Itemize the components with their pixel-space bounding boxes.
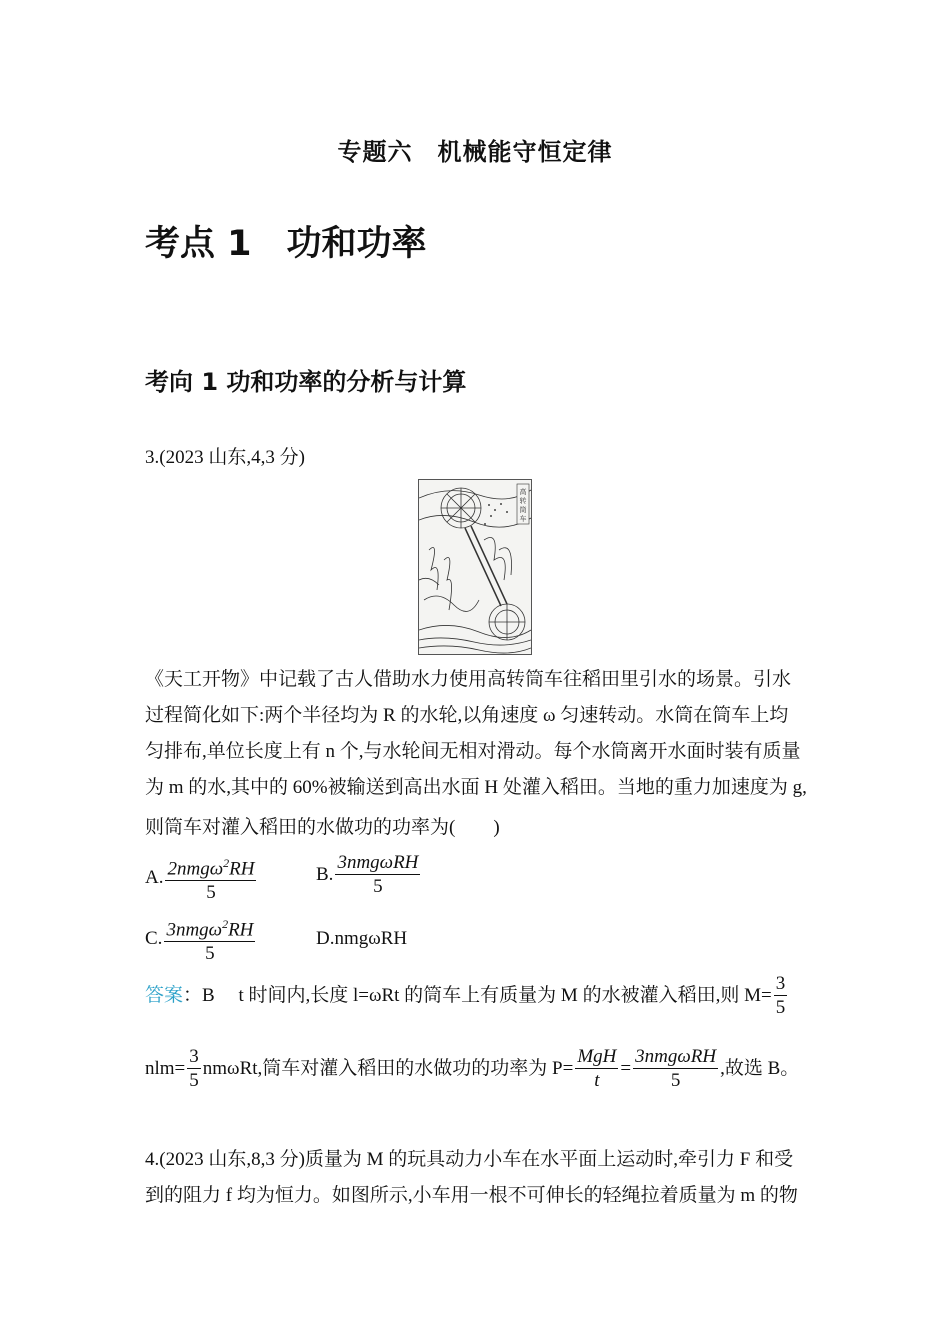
answer-fraction-1: $\frac{3}{5}$	[775, 973, 786, 1018]
option-c-fraction: $\frac{3nmg\omega^2RH}{5}$	[164, 913, 255, 966]
waterwheel-illustration	[418, 479, 532, 655]
question-3-source: 3.(2023 山东,4,3 分)	[145, 447, 305, 468]
waterwheel-drawing	[419, 480, 531, 654]
option-a	[145, 852, 258, 905]
figure-caption-char-2: 转	[519, 497, 527, 505]
question-3-line-5: 则筒车对灌入稻田的水做功的功率为( )	[145, 817, 500, 838]
figure-caption-char-4: 车	[519, 515, 527, 523]
answer-text-1: B t 时间内,长度 l=ωRt 的筒车上有质量为 M 的水被灌入稻田,则 M=	[202, 984, 772, 1006]
section-title: 考点 1 功和功率	[145, 224, 427, 264]
answer-line-1: 答案：B t 时间内,长度 l=ωRt 的筒车上有质量为 M 的水被灌入稻田,则 M= $\frac{3}{5}$	[145, 973, 786, 1018]
option-c-label: C.	[145, 928, 163, 950]
figure-caption-char-1: 高	[519, 488, 527, 496]
option-a-fraction: $\frac{2nmg\omega^2RH}{5}$	[165, 852, 256, 905]
question-4-line-1: 4.(2023 山东,8,3 分)质量为 M 的玩具动力小车在水平面上运动时,牵引力 F 和受	[145, 1149, 794, 1170]
option-c	[145, 913, 257, 966]
question-3-line-1: 《天工开物》中记载了古人借助水力使用高转筒车往稻田里引水的场景。引水	[145, 669, 792, 690]
question-3-line-4: 为 m 的水,其中的 60%被输送到高出水面 H 处灌入稻田。当地的重力加速度为 g,	[145, 777, 807, 798]
answer-label: 答案	[145, 984, 184, 1006]
option-b-label: B.	[316, 863, 334, 885]
option-a-label: A.	[145, 867, 164, 889]
answer-line-2: nlm= $\frac{3}{5}$ nmωRt,筒车对灌入稻田的水做功的功率为 P= $\frac{\text{MgH}}{t}$ = $\frac{\text{3nmgωRH}}{5}$ ,故选 B。	[145, 1046, 800, 1091]
option-b-fraction: $\frac{\text{3nmgωRH}}{5}$	[337, 852, 419, 897]
question-4-line-2: 到的阻力 f 均为恒力。如图所示,小车用一根不可伸长的轻绳拉着质量为 m 的物	[145, 1185, 798, 1206]
answer-fraction-3: $\frac{\text{MgH}}{t}$	[577, 1046, 617, 1091]
option-b	[316, 852, 422, 899]
question-3-line-2: 过程简化如下:两个半径均为 R 的水轮,以角速度 ω 匀速转动。水筒在筒车上均	[145, 705, 789, 726]
topic-title: 专题六 机械能守恒定律	[337, 138, 613, 166]
option-d: D.nmgωRH	[316, 928, 408, 949]
answer-fraction-2: $\frac{3}{5}$	[189, 1046, 199, 1091]
subsection-title: 考向 1 功和功率的分析与计算	[145, 368, 467, 396]
question-3-line-3: 匀排布,单位长度上有 n 个,与水轮间无相对滑动。每个水筒离开水面时装有质量	[145, 741, 801, 762]
answer-fraction-4: $\frac{\text{3nmgωRH}}{5}$	[635, 1046, 717, 1091]
figure-caption-char-3: 筒	[519, 506, 527, 514]
